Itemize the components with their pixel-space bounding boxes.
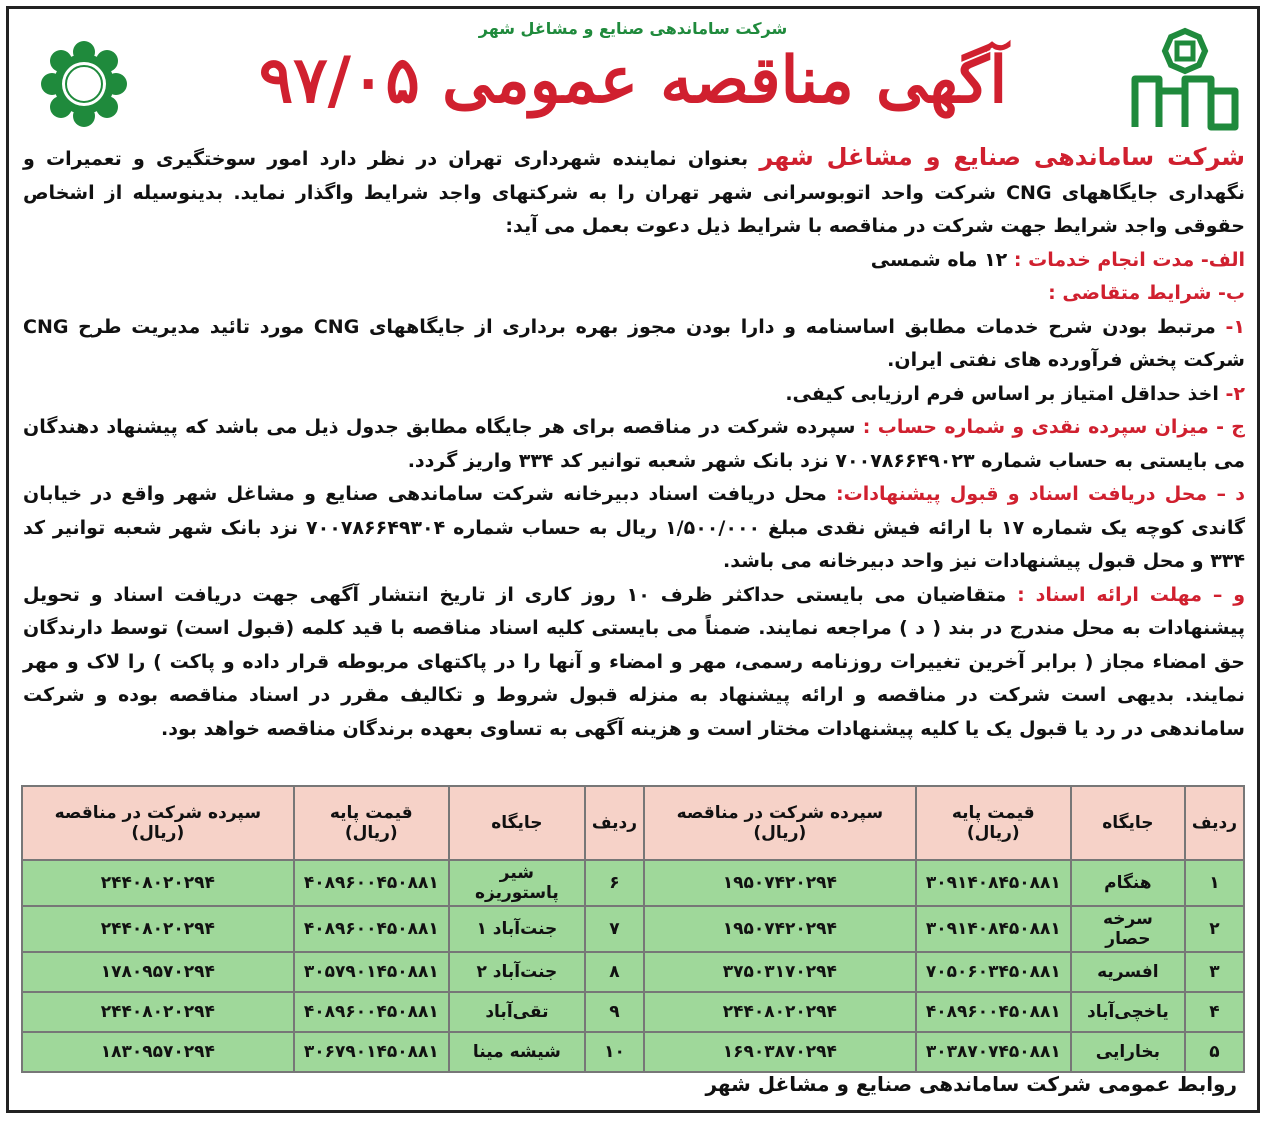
section-be (23, 277, 1245, 311)
table-row (22, 906, 1244, 952)
table-row (22, 952, 1244, 992)
section-alef-label: الف- مدت انجام خدمات : (1013, 248, 1245, 271)
section-vav-label: و – مهلت ارائه اسناد : (1017, 583, 1246, 606)
cell-row-number: ۳ (1185, 952, 1244, 992)
cell-row-number: ۲ (1185, 906, 1244, 952)
table-row (22, 860, 1244, 906)
section-be-1-text: مرتبط بودن شرح خدمات مطابق اساسنامه و دارا بودن مجوز بهره برداری از جایگاههای CNG مورد تائید مدیریت طرح CNG شرکت پخش فرآورده های نفتی ایران. (23, 315, 1245, 371)
cell-deposit: ۱۹۵۰۷۴۲۰۲۹۴ (644, 906, 916, 952)
intro-paragraph (23, 141, 1245, 244)
cell-row-number: ۴ (1185, 992, 1244, 1032)
cell-deposit: ۱۹۵۰۷۴۲۰۲۹۴ (644, 860, 916, 906)
section-be-2 (23, 378, 1245, 412)
intro-text: بعنوان نماینده شهرداری تهران در نظر دارد امور سوختگیری و تعمیرات و نگهداری جایگاههای CNG شرکت واحد اتوبوسرانی شهر تهران را به شرکتهای واجد شرایط واگذار نماید. بدینوسیله از اشخاص حقوقی واجد شرایط جهت شرکت در مناقصه با شرایط ذیل دعوت بعمل می آید: (23, 148, 1245, 237)
tehran-municipality-logo-icon (29, 39, 139, 129)
section-jim-label: ج - میزان سپرده نقدی و شماره حساب : (862, 416, 1245, 438)
cell-station: شیشه مینا (449, 1032, 585, 1072)
cell-row-number: ۱۰ (585, 1032, 644, 1072)
cell-base-price: ۴۰۸۹۶۰۰۴۵۰۸۸۱ (916, 992, 1071, 1032)
section-alef (23, 244, 1245, 278)
cell-base-price: ۳۰۹۱۴۰۸۴۵۰۸۸۱ (916, 906, 1071, 952)
public-relations-footer: روابط عمومی شرکت ساماندهی صنایع و مشاغل شهر (705, 1072, 1237, 1096)
cell-row-number: ۷ (585, 906, 644, 952)
cell-station: سرخه حصار (1071, 906, 1185, 952)
section-be-1-label: ۱- (1225, 315, 1246, 338)
section-be-label: ب- شرایط متقاضی : (1048, 282, 1245, 304)
section-vav-text: متقاضیان می بایستی حداکثر ظرف ۱۰ روز کاری از تاریخ انتشار آگهی جهت دریافت اسناد و تحویل پیشنهادات به محل مندرج در بند ( د ) مراجعه نمایند. ضمناً می بایستی کلیه اسناد مناقصه با قید کلمه (قبول است) توسط دارندگان حق امضاء مجاز ( برابر آخرین تغییرات روزنامه رسمی، مهر و امضاء و آنها را در پاکتهای مربوطه قرار داده و پاکت ) را لاک و مهر نمایند. بدیهی است شرکت در مناقصه و ارائه پیشنهاد به منزله قبول شروط و تکالیف مقرر در اسناد مناقصه بوده و شرکت ساماندهی در رد یا قبول یک یا کلیه پیشنهادات مختار است و هزینه آگهی به تساوی بعهده برندگان مناقصه خواهد بود. (23, 583, 1245, 740)
cell-base-price: ۳۰۳۸۷۰۷۴۵۰۸۸۱ (916, 1032, 1071, 1072)
section-be-1 (23, 311, 1245, 378)
cell-row-number: ۵ (1185, 1032, 1244, 1072)
cell-station: افسریه (1071, 952, 1185, 992)
cell-deposit: ۳۷۵۰۳۱۷۰۲۹۴ (644, 952, 916, 992)
cell-station: بخارایی (1071, 1032, 1185, 1072)
cell-row-number: ۹ (585, 992, 644, 1032)
section-be-2-text: اخذ حداقل امتیاز بر اساس فرم ارزیابی کیفی. (785, 382, 1219, 405)
notice-title: آگهی مناقصه عمومی ۹۷/۰۵ (258, 43, 1008, 118)
cell-deposit: ۱۶۹۰۳۸۷۰۲۹۴ (644, 1032, 916, 1072)
cell-station: شیر پاستوریزه (449, 860, 585, 906)
intro-company: شرکت ساماندهی صنایع و مشاغل شهر (759, 143, 1245, 171)
cell-base-price: ۴۰۸۹۶۰۰۴۵۰۸۸۱ (294, 860, 449, 906)
header-base-price: قیمت پایه (ریال) (916, 786, 1071, 860)
table-header-row (22, 786, 1244, 860)
header (9, 9, 1257, 141)
cell-deposit: ۲۴۴۰۸۰۲۰۲۹۴ (22, 860, 294, 906)
samandehi-logo-icon (1129, 27, 1241, 133)
cell-station: جنت‌آباد ۲ (449, 952, 585, 992)
cell-station: یاخچی‌آباد (1071, 992, 1185, 1032)
cell-base-price: ۳۰۶۷۹۰۱۴۵۰۸۸۱ (294, 1032, 449, 1072)
cell-deposit: ۲۴۴۰۸۰۲۰۲۹۴ (22, 906, 294, 952)
cell-deposit: ۲۴۴۰۸۰۲۰۲۹۴ (644, 992, 916, 1032)
table-row (22, 992, 1244, 1032)
cell-deposit: ۱۷۸۰۹۵۷۰۲۹۴ (22, 952, 294, 992)
cell-base-price: ۴۰۸۹۶۰۰۴۵۰۸۸۱ (294, 906, 449, 952)
tender-notice (6, 6, 1260, 1113)
header-base-price: قیمت پایه (ریال) (294, 786, 449, 860)
cell-deposit: ۲۴۴۰۸۰۲۰۲۹۴ (22, 992, 294, 1032)
section-dal-label: د – محل دریافت اسناد و قبول پیشنهادات: (836, 483, 1245, 505)
section-be-2-label: ۲- (1225, 382, 1245, 405)
header-station: جایگاه (449, 786, 585, 860)
notice-body (9, 141, 1257, 746)
section-jim-text: سپرده شرکت در مناقصه برای هر جایگاه مطابق جدول ذیل می باشد که پیشنهاد دهندگان می بایستی به حساب شماره ۷۰۰۷۸۶۶۴۹۰۲۳ نزد بانک شهر شعبه توانیر کد ۳۳۴ واریز گردد. (23, 416, 1245, 472)
cell-deposit: ۱۸۳۰۹۵۷۰۲۹۴ (22, 1032, 294, 1072)
cell-station: تقی‌آباد (449, 992, 585, 1032)
header-row-number: ردیف (1185, 786, 1244, 860)
header-deposit: سپرده شرکت در مناقصه (ریال) (644, 786, 916, 860)
cell-base-price: ۷۰۵۰۶۰۳۴۵۰۸۸۱ (916, 952, 1071, 992)
cell-station: جنت‌آباد ۱ (449, 906, 585, 952)
header-row-number: ردیف (585, 786, 644, 860)
table-row (22, 1032, 1244, 1072)
cell-row-number: ۸ (585, 952, 644, 992)
section-dal (23, 478, 1245, 579)
cell-base-price: ۳۰۵۷۹۰۱۴۵۰۸۸۱ (294, 952, 449, 992)
cell-row-number: ۱ (1185, 860, 1244, 906)
section-vav (23, 579, 1245, 747)
stations-table (21, 785, 1245, 1073)
cell-row-number: ۶ (585, 860, 644, 906)
cell-base-price: ۳۰۹۱۴۰۸۴۵۰۸۸۱ (916, 860, 1071, 906)
cell-base-price: ۴۰۸۹۶۰۰۴۵۰۸۸۱ (294, 992, 449, 1032)
header-deposit: سپرده شرکت در مناقصه (ریال) (22, 786, 294, 860)
cell-station: هنگام (1071, 860, 1185, 906)
section-dal-text: محل دریافت اسناد دبیرخانه شرکت ساماندهی صنایع و مشاغل شهر واقع در خیابان گاندی کوچه یک شماره ۱۷ با ارائه فیش نقدی مبلغ ۱/۵۰۰/۰۰۰ ریال به حساب شماره ۷۰۰۷۸۶۶۴۹۳۰۴ نزد بانک شهر شعبه توانیر کد ۳۳۴ و محل قبول پیشنهادات نیز واحد دبیرخانه می باشد. (23, 483, 1245, 572)
company-name-small: شرکت ساماندهی صنایع و مشاغل شهر (478, 19, 788, 38)
header-station: جایگاه (1071, 786, 1185, 860)
section-alef-text: ۱۲ ماه شمسی (870, 248, 1008, 271)
section-jim (23, 411, 1245, 478)
